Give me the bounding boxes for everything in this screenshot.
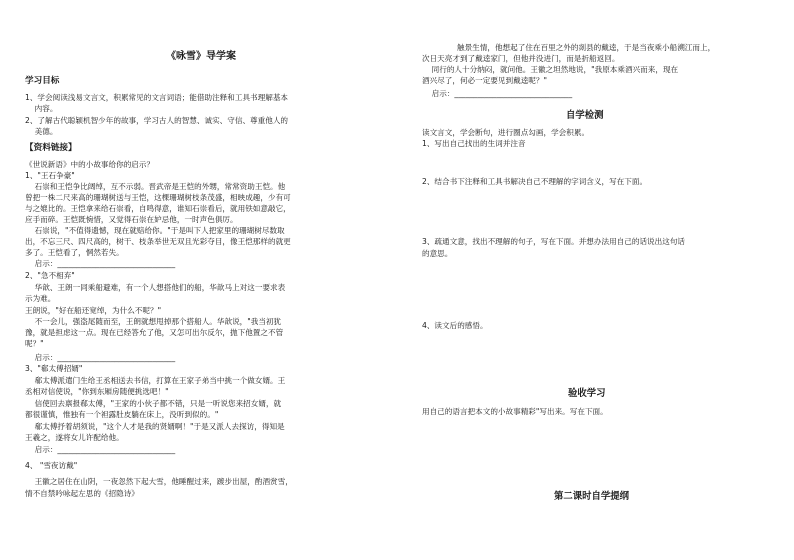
- objective-line: 2、了解古代聪颖机智少年的故事，学习古人的智慧、诚实、守信、尊重他人的: [25, 116, 289, 125]
- objective-line: 内容。: [25, 104, 58, 113]
- question-1: 1、写出自己找出的生词并注音: [422, 139, 526, 148]
- story-line: 1、"王石争豪": [25, 171, 75, 180]
- acceptance-heading: 验收学习: [568, 388, 606, 399]
- story-line: 示为难。: [25, 294, 56, 303]
- story-line: 郗太傅抒着胡须说，"这个人才是我的贤婿啊！"于是又派人去探访，得知是: [25, 422, 285, 431]
- second-lesson-heading: 第二课时自学提纲: [554, 491, 630, 502]
- story-line: 石崇和王恺争比阔绰，互不示弱。晋武帝是王恺的外甥，常常资助王恺。他: [25, 182, 286, 191]
- self-check-intro: 读文言文，学会断句，进行圈点勾画，学会积累。: [422, 128, 590, 137]
- story-line: 石崇说，"不值得遗憾，现在就赔给你。"于是叫下人把家里的珊瑚树尽数取: [25, 226, 285, 235]
- story-line: 2、"急不相弃": [25, 271, 75, 280]
- acceptance-text: 用自己的语言把本文的小故事精彩"写出来。写在下面。: [422, 407, 608, 416]
- story-line: 呢？": [25, 339, 44, 348]
- story-line: 应手而碎。王恺既惋惜，又觉得石崇在妒忌他，一时声色俱厉。: [25, 215, 238, 224]
- page-title: 《咏雪》导学案: [166, 51, 236, 62]
- story-line: 情不自禁吟咏起左思的《招隐诗》: [25, 489, 139, 498]
- story-line: 出，不忘三尺、四尺高的，树干、枝条举世无双且光彩夺目，像王恺那样的就更: [25, 237, 291, 246]
- resource-heading: 【资料链接】: [25, 143, 77, 153]
- story-line: 豫，就是担虑这一点。现在已经答允了他，又怎可出尔反尔，抛下他置之不管: [25, 328, 284, 337]
- story-line: 丞相对信使说，"你到东厢房随便挑选吧！": [25, 387, 169, 396]
- story-line: 触景生情，他想起了住在百里之外的剡县的戴逵，于是当夜乘小船溯江而上，: [457, 43, 716, 52]
- story-line: 4、 "雪夜访戴": [25, 461, 78, 470]
- self-check-heading: 自学检测: [566, 110, 604, 121]
- story-insight: 启示：_______________________________: [25, 445, 176, 454]
- story-line: 次日天亮才到了戴逵家门，但他并没进门，而是折船返回。: [422, 54, 620, 63]
- objectives-heading: 学习目标: [25, 76, 60, 86]
- objective-line: 1、学会阅读浅易文言文，积累常见的文言词语；能借助注释和工具书理解基本: [25, 93, 289, 102]
- story-line: 多了。王恺看了，惘然若失。: [25, 248, 124, 257]
- resource-intro: 《世说新语》中的小故事给你的启示？: [25, 160, 155, 169]
- story-line: 信使回去禀报郗太傅，"王家的小伙子都不错，只是一听说您来招女婿，就: [25, 399, 282, 408]
- story-insight: 启示：_______________________________: [25, 259, 176, 268]
- story-line: 不一会儿，强盗尾随而至，王朗就想甩掉那个搭船人。华歆说，"我当初犹: [25, 317, 282, 326]
- story-line: 王羲之，遂将女儿许配给他。: [25, 433, 124, 442]
- story-line: 与之媲比的。王恺拿来给石崇看，自鸣得意，谁知石崇看后，就用铁如意敲它，: [25, 204, 291, 213]
- objective-line: 美德。: [25, 127, 58, 136]
- question-4: 4、读文后的感悟。: [422, 321, 488, 330]
- story-line: 王朗说，"好在船还宽绰，为什么不呢？": [25, 306, 162, 315]
- story-line: 都很谨慎，惟独有一个袒露肚皮躺在床上，没听到似的。": [25, 410, 219, 419]
- story-line: 酒兴尽了，何必一定要见到戴逵呢？": [422, 76, 547, 85]
- story-insight: 启示：_______________________________: [25, 353, 176, 362]
- story-line: 王徽之居住在山阴，一夜忽然下起大雪，他睡醒过来，踱步出屋，酌酒赏雪，: [25, 477, 293, 486]
- story-line: 郗太傅派遣门生给王丞相送去书信，打算在王家子弟当中挑一个做女婿。王: [25, 376, 286, 385]
- question-2: 2、结合书下注释和工具书解决自己不理解的字词含义，写在下面。: [422, 177, 648, 186]
- story-insight: 启示：_______________________________: [422, 89, 573, 98]
- question-3: 3、疏通文意，找出不理解的句子，写在下面。并想办法用自己的话说出这句话: [422, 237, 686, 246]
- question-3: 的意思。: [422, 249, 453, 258]
- story-line: 华歆、王朗一同乘船避难，有一个人想搭他们的船，华歆马上对这一要求表: [25, 283, 286, 292]
- story-line: 同行的人十分纳闷，就问他。王徽之坦然地说，"我原本乘酒兴而来，现在: [422, 65, 679, 74]
- story-line: 3、"郗太傅招婿": [25, 364, 83, 373]
- story-line: 曾把一株二尺来高的珊瑚树送与王恺，这棵珊瑚树枝条茂盛，相映成趣，少有可: [25, 193, 291, 202]
